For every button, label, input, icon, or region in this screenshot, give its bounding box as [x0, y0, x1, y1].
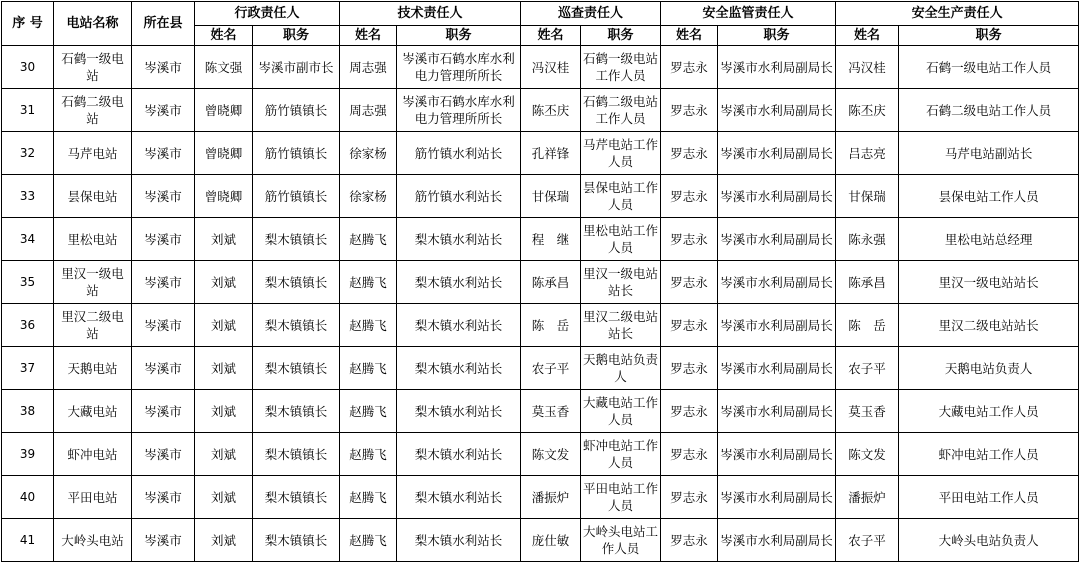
- header-patrol: 巡查责任人: [521, 2, 661, 26]
- cell-prod-title: 马芹电站副站长: [899, 132, 1079, 175]
- cell-prod-name: 甘保瑞: [836, 175, 899, 218]
- cell-sup-title: 岑溪市水利局副局长: [718, 175, 836, 218]
- cell-patrol-title: 昙保电站工作人员: [581, 175, 661, 218]
- header-sub-name: 姓名: [521, 26, 581, 46]
- cell-sup-title: 岑溪市水利局副局长: [718, 347, 836, 390]
- cell-prod-title: 大岭头电站负责人: [899, 519, 1079, 562]
- table-row: [2, 175, 1079, 218]
- cell-tech-title: 梨木镇水利站长: [397, 476, 521, 519]
- header-station: 电站名称: [54, 2, 132, 46]
- cell-patrol-name: 陈承昌: [521, 261, 581, 304]
- table-row: [2, 347, 1079, 390]
- cell-station: 大岭头电站: [54, 519, 132, 562]
- cell-admin-title: 梨木镇镇长: [253, 261, 340, 304]
- header-production: 安全生产责任人: [836, 2, 1079, 26]
- cell-sup-name: 罗志永: [661, 390, 718, 433]
- cell-patrol-title: 虾冲电站工作人员: [581, 433, 661, 476]
- cell-seq: 32: [2, 132, 54, 175]
- cell-admin-name: 刘斌: [195, 304, 253, 347]
- cell-admin-name: 刘斌: [195, 433, 253, 476]
- cell-prod-name: 陈 岳: [836, 304, 899, 347]
- cell-patrol-name: 程 继: [521, 218, 581, 261]
- cell-patrol-title: 平田电站工作人员: [581, 476, 661, 519]
- cell-county: 岑溪市: [132, 476, 195, 519]
- cell-tech-title: 梨木镇水利站长: [397, 304, 521, 347]
- cell-prod-name: 陈文发: [836, 433, 899, 476]
- cell-prod-title: 里松电站总经理: [899, 218, 1079, 261]
- cell-tech-title: 梨木镇水利站长: [397, 390, 521, 433]
- header-seq: 序 号: [2, 2, 54, 46]
- header-county: 所在县: [132, 2, 195, 46]
- cell-sup-title: 岑溪市水利局副局长: [718, 218, 836, 261]
- cell-admin-title: 梨木镇镇长: [253, 304, 340, 347]
- cell-admin-name: 刘斌: [195, 218, 253, 261]
- cell-seq: 41: [2, 519, 54, 562]
- cell-station: 大藏电站: [54, 390, 132, 433]
- cell-admin-name: 曾晓卿: [195, 175, 253, 218]
- table-row: [2, 261, 1079, 304]
- cell-admin-title: 筋竹镇镇长: [253, 175, 340, 218]
- cell-county: 岑溪市: [132, 433, 195, 476]
- table-row: [2, 476, 1079, 519]
- cell-admin-name: 刘斌: [195, 347, 253, 390]
- cell-prod-name: 陈永强: [836, 218, 899, 261]
- cell-tech-name: 周志强: [340, 89, 397, 132]
- header-sub-name: 姓名: [836, 26, 899, 46]
- cell-station: 石鹤二级电站: [54, 89, 132, 132]
- cell-county: 岑溪市: [132, 304, 195, 347]
- cell-tech-name: 赵腾飞: [340, 304, 397, 347]
- cell-admin-name: 曾晓卿: [195, 89, 253, 132]
- cell-county: 岑溪市: [132, 261, 195, 304]
- cell-tech-title: 岑溪市石鹤水库水利电力管理所所长: [397, 46, 521, 89]
- cell-patrol-title: 石鹤二级电站工作人员: [581, 89, 661, 132]
- cell-prod-title: 昙保电站工作人员: [899, 175, 1079, 218]
- cell-prod-title: 平田电站工作人员: [899, 476, 1079, 519]
- cell-seq: 39: [2, 433, 54, 476]
- cell-county: 岑溪市: [132, 218, 195, 261]
- cell-station: 里松电站: [54, 218, 132, 261]
- header-sub-name: 姓名: [195, 26, 253, 46]
- cell-prod-name: 吕志亮: [836, 132, 899, 175]
- cell-admin-title: 筋竹镇镇长: [253, 132, 340, 175]
- cell-patrol-name: 陈 岳: [521, 304, 581, 347]
- cell-county: 岑溪市: [132, 519, 195, 562]
- table-row: [2, 304, 1079, 347]
- cell-patrol-name: 冯汉桂: [521, 46, 581, 89]
- cell-patrol-title: 马芹电站工作人员: [581, 132, 661, 175]
- cell-sup-name: 罗志永: [661, 89, 718, 132]
- cell-county: 岑溪市: [132, 347, 195, 390]
- cell-county: 岑溪市: [132, 46, 195, 89]
- cell-tech-title: 梨木镇水利站长: [397, 347, 521, 390]
- cell-prod-title: 里汉二级电站站长: [899, 304, 1079, 347]
- cell-admin-title: 梨木镇镇长: [253, 347, 340, 390]
- cell-prod-name: 潘振炉: [836, 476, 899, 519]
- cell-sup-name: 罗志永: [661, 218, 718, 261]
- cell-seq: 37: [2, 347, 54, 390]
- cell-admin-title: 梨木镇镇长: [253, 390, 340, 433]
- cell-tech-name: 赵腾飞: [340, 433, 397, 476]
- cell-patrol-name: 孔祥锋: [521, 132, 581, 175]
- cell-tech-name: 赵腾飞: [340, 476, 397, 519]
- cell-tech-title: 梨木镇水利站长: [397, 433, 521, 476]
- cell-admin-title: 梨木镇镇长: [253, 433, 340, 476]
- cell-seq: 36: [2, 304, 54, 347]
- cell-sup-title: 岑溪市水利局副局长: [718, 433, 836, 476]
- cell-sup-title: 岑溪市水利局副局长: [718, 519, 836, 562]
- cell-station: 石鹤一级电站: [54, 46, 132, 89]
- cell-station: 里汉一级电站: [54, 261, 132, 304]
- cell-seq: 33: [2, 175, 54, 218]
- cell-sup-title: 岑溪市水利局副局长: [718, 89, 836, 132]
- cell-admin-title: 梨木镇镇长: [253, 519, 340, 562]
- cell-sup-title: 岑溪市水利局副局长: [718, 476, 836, 519]
- cell-county: 岑溪市: [132, 175, 195, 218]
- cell-tech-title: 梨木镇水利站长: [397, 261, 521, 304]
- cell-tech-title: 岑溪市石鹤水库水利电力管理所所长: [397, 89, 521, 132]
- cell-patrol-name: 甘保瑞: [521, 175, 581, 218]
- cell-admin-title: 梨木镇镇长: [253, 476, 340, 519]
- cell-seq: 40: [2, 476, 54, 519]
- cell-prod-name: 农子平: [836, 347, 899, 390]
- cell-patrol-name: 陈文发: [521, 433, 581, 476]
- cell-prod-name: 冯汉桂: [836, 46, 899, 89]
- cell-tech-title: 筋竹镇水利站长: [397, 175, 521, 218]
- cell-seq: 31: [2, 89, 54, 132]
- cell-prod-name: 莫玉香: [836, 390, 899, 433]
- cell-patrol-title: 里汉一级电站站长: [581, 261, 661, 304]
- header-sub-title: 职务: [397, 26, 521, 46]
- cell-county: 岑溪市: [132, 89, 195, 132]
- cell-seq: 38: [2, 390, 54, 433]
- cell-tech-name: 赵腾飞: [340, 261, 397, 304]
- cell-patrol-title: 大藏电站工作人员: [581, 390, 661, 433]
- table-row: [2, 433, 1079, 476]
- cell-prod-title: 大藏电站工作人员: [899, 390, 1079, 433]
- cell-tech-title: 梨木镇水利站长: [397, 519, 521, 562]
- cell-tech-name: 周志强: [340, 46, 397, 89]
- cell-tech-name: 赵腾飞: [340, 390, 397, 433]
- table-row: [2, 390, 1079, 433]
- cell-patrol-title: 里汉二级电站站长: [581, 304, 661, 347]
- cell-tech-name: 赵腾飞: [340, 347, 397, 390]
- responsibility-table: [1, 1, 1079, 562]
- cell-seq: 30: [2, 46, 54, 89]
- cell-sup-title: 岑溪市水利局副局长: [718, 46, 836, 89]
- cell-prod-name: 陈丕庆: [836, 89, 899, 132]
- cell-tech-name: 赵腾飞: [340, 218, 397, 261]
- cell-sup-title: 岑溪市水利局副局长: [718, 261, 836, 304]
- cell-sup-name: 罗志永: [661, 519, 718, 562]
- cell-sup-title: 岑溪市水利局副局长: [718, 304, 836, 347]
- cell-patrol-name: 陈丕庆: [521, 89, 581, 132]
- cell-station: 平田电站: [54, 476, 132, 519]
- cell-prod-name: 农子平: [836, 519, 899, 562]
- cell-patrol-title: 天鹅电站负责人: [581, 347, 661, 390]
- cell-admin-title: 梨木镇镇长: [253, 218, 340, 261]
- cell-prod-title: 里汉一级电站站长: [899, 261, 1079, 304]
- cell-admin-name: 刘斌: [195, 519, 253, 562]
- header-sub-name: 姓名: [661, 26, 718, 46]
- cell-sup-name: 罗志永: [661, 433, 718, 476]
- header-sub-title: 职务: [581, 26, 661, 46]
- cell-sup-name: 罗志永: [661, 476, 718, 519]
- cell-station: 昙保电站: [54, 175, 132, 218]
- header-sub-title: 职务: [253, 26, 340, 46]
- cell-admin-name: 刘斌: [195, 261, 253, 304]
- table-row: [2, 218, 1079, 261]
- header-sub-title: 职务: [899, 26, 1079, 46]
- cell-prod-name: 陈承昌: [836, 261, 899, 304]
- cell-tech-name: 赵腾飞: [340, 519, 397, 562]
- table-row: [2, 46, 1079, 89]
- cell-prod-title: 石鹤一级电站工作人员: [899, 46, 1079, 89]
- cell-seq: 35: [2, 261, 54, 304]
- header-row-groups: [2, 2, 1079, 26]
- cell-station: 里汉二级电站: [54, 304, 132, 347]
- header-tech: 技术责任人: [340, 2, 521, 26]
- cell-admin-title: 筋竹镇镇长: [253, 89, 340, 132]
- table-row: [2, 519, 1079, 562]
- header-admin: 行政责任人: [195, 2, 340, 26]
- cell-prod-title: 天鹅电站负责人: [899, 347, 1079, 390]
- cell-patrol-name: 农子平: [521, 347, 581, 390]
- cell-seq: 34: [2, 218, 54, 261]
- cell-sup-name: 罗志永: [661, 175, 718, 218]
- cell-tech-name: 徐家杨: [340, 175, 397, 218]
- cell-patrol-title: 石鹤一级电站工作人员: [581, 46, 661, 89]
- cell-admin-name: 刘斌: [195, 390, 253, 433]
- cell-patrol-title: 大岭头电站工作人员: [581, 519, 661, 562]
- cell-tech-title: 筋竹镇水利站长: [397, 132, 521, 175]
- header-sub-title: 职务: [718, 26, 836, 46]
- cell-sup-title: 岑溪市水利局副局长: [718, 390, 836, 433]
- cell-patrol-name: 莫玉香: [521, 390, 581, 433]
- cell-admin-name: 刘斌: [195, 476, 253, 519]
- cell-prod-title: 虾冲电站工作人员: [899, 433, 1079, 476]
- table-body: [2, 46, 1079, 562]
- cell-patrol-name: 潘振炉: [521, 476, 581, 519]
- table-row: [2, 89, 1079, 132]
- cell-patrol-title: 里松电站工作人员: [581, 218, 661, 261]
- header-sub-name: 姓名: [340, 26, 397, 46]
- cell-prod-title: 石鹤二级电站工作人员: [899, 89, 1079, 132]
- cell-patrol-name: 庞仕敏: [521, 519, 581, 562]
- cell-sup-name: 罗志永: [661, 304, 718, 347]
- cell-station: 虾冲电站: [54, 433, 132, 476]
- cell-admin-name: 陈文强: [195, 46, 253, 89]
- cell-county: 岑溪市: [132, 390, 195, 433]
- cell-tech-name: 徐家杨: [340, 132, 397, 175]
- cell-admin-title: 岑溪市副市长: [253, 46, 340, 89]
- cell-county: 岑溪市: [132, 132, 195, 175]
- cell-tech-title: 梨木镇水利站长: [397, 218, 521, 261]
- header-supervision: 安全监管责任人: [661, 2, 836, 26]
- cell-station: 天鹅电站: [54, 347, 132, 390]
- cell-admin-name: 曾晓卿: [195, 132, 253, 175]
- cell-station: 马芹电站: [54, 132, 132, 175]
- cell-sup-name: 罗志永: [661, 46, 718, 89]
- table-row: [2, 132, 1079, 175]
- cell-sup-name: 罗志永: [661, 347, 718, 390]
- cell-sup-title: 岑溪市水利局副局长: [718, 132, 836, 175]
- cell-sup-name: 罗志永: [661, 132, 718, 175]
- cell-sup-name: 罗志永: [661, 261, 718, 304]
